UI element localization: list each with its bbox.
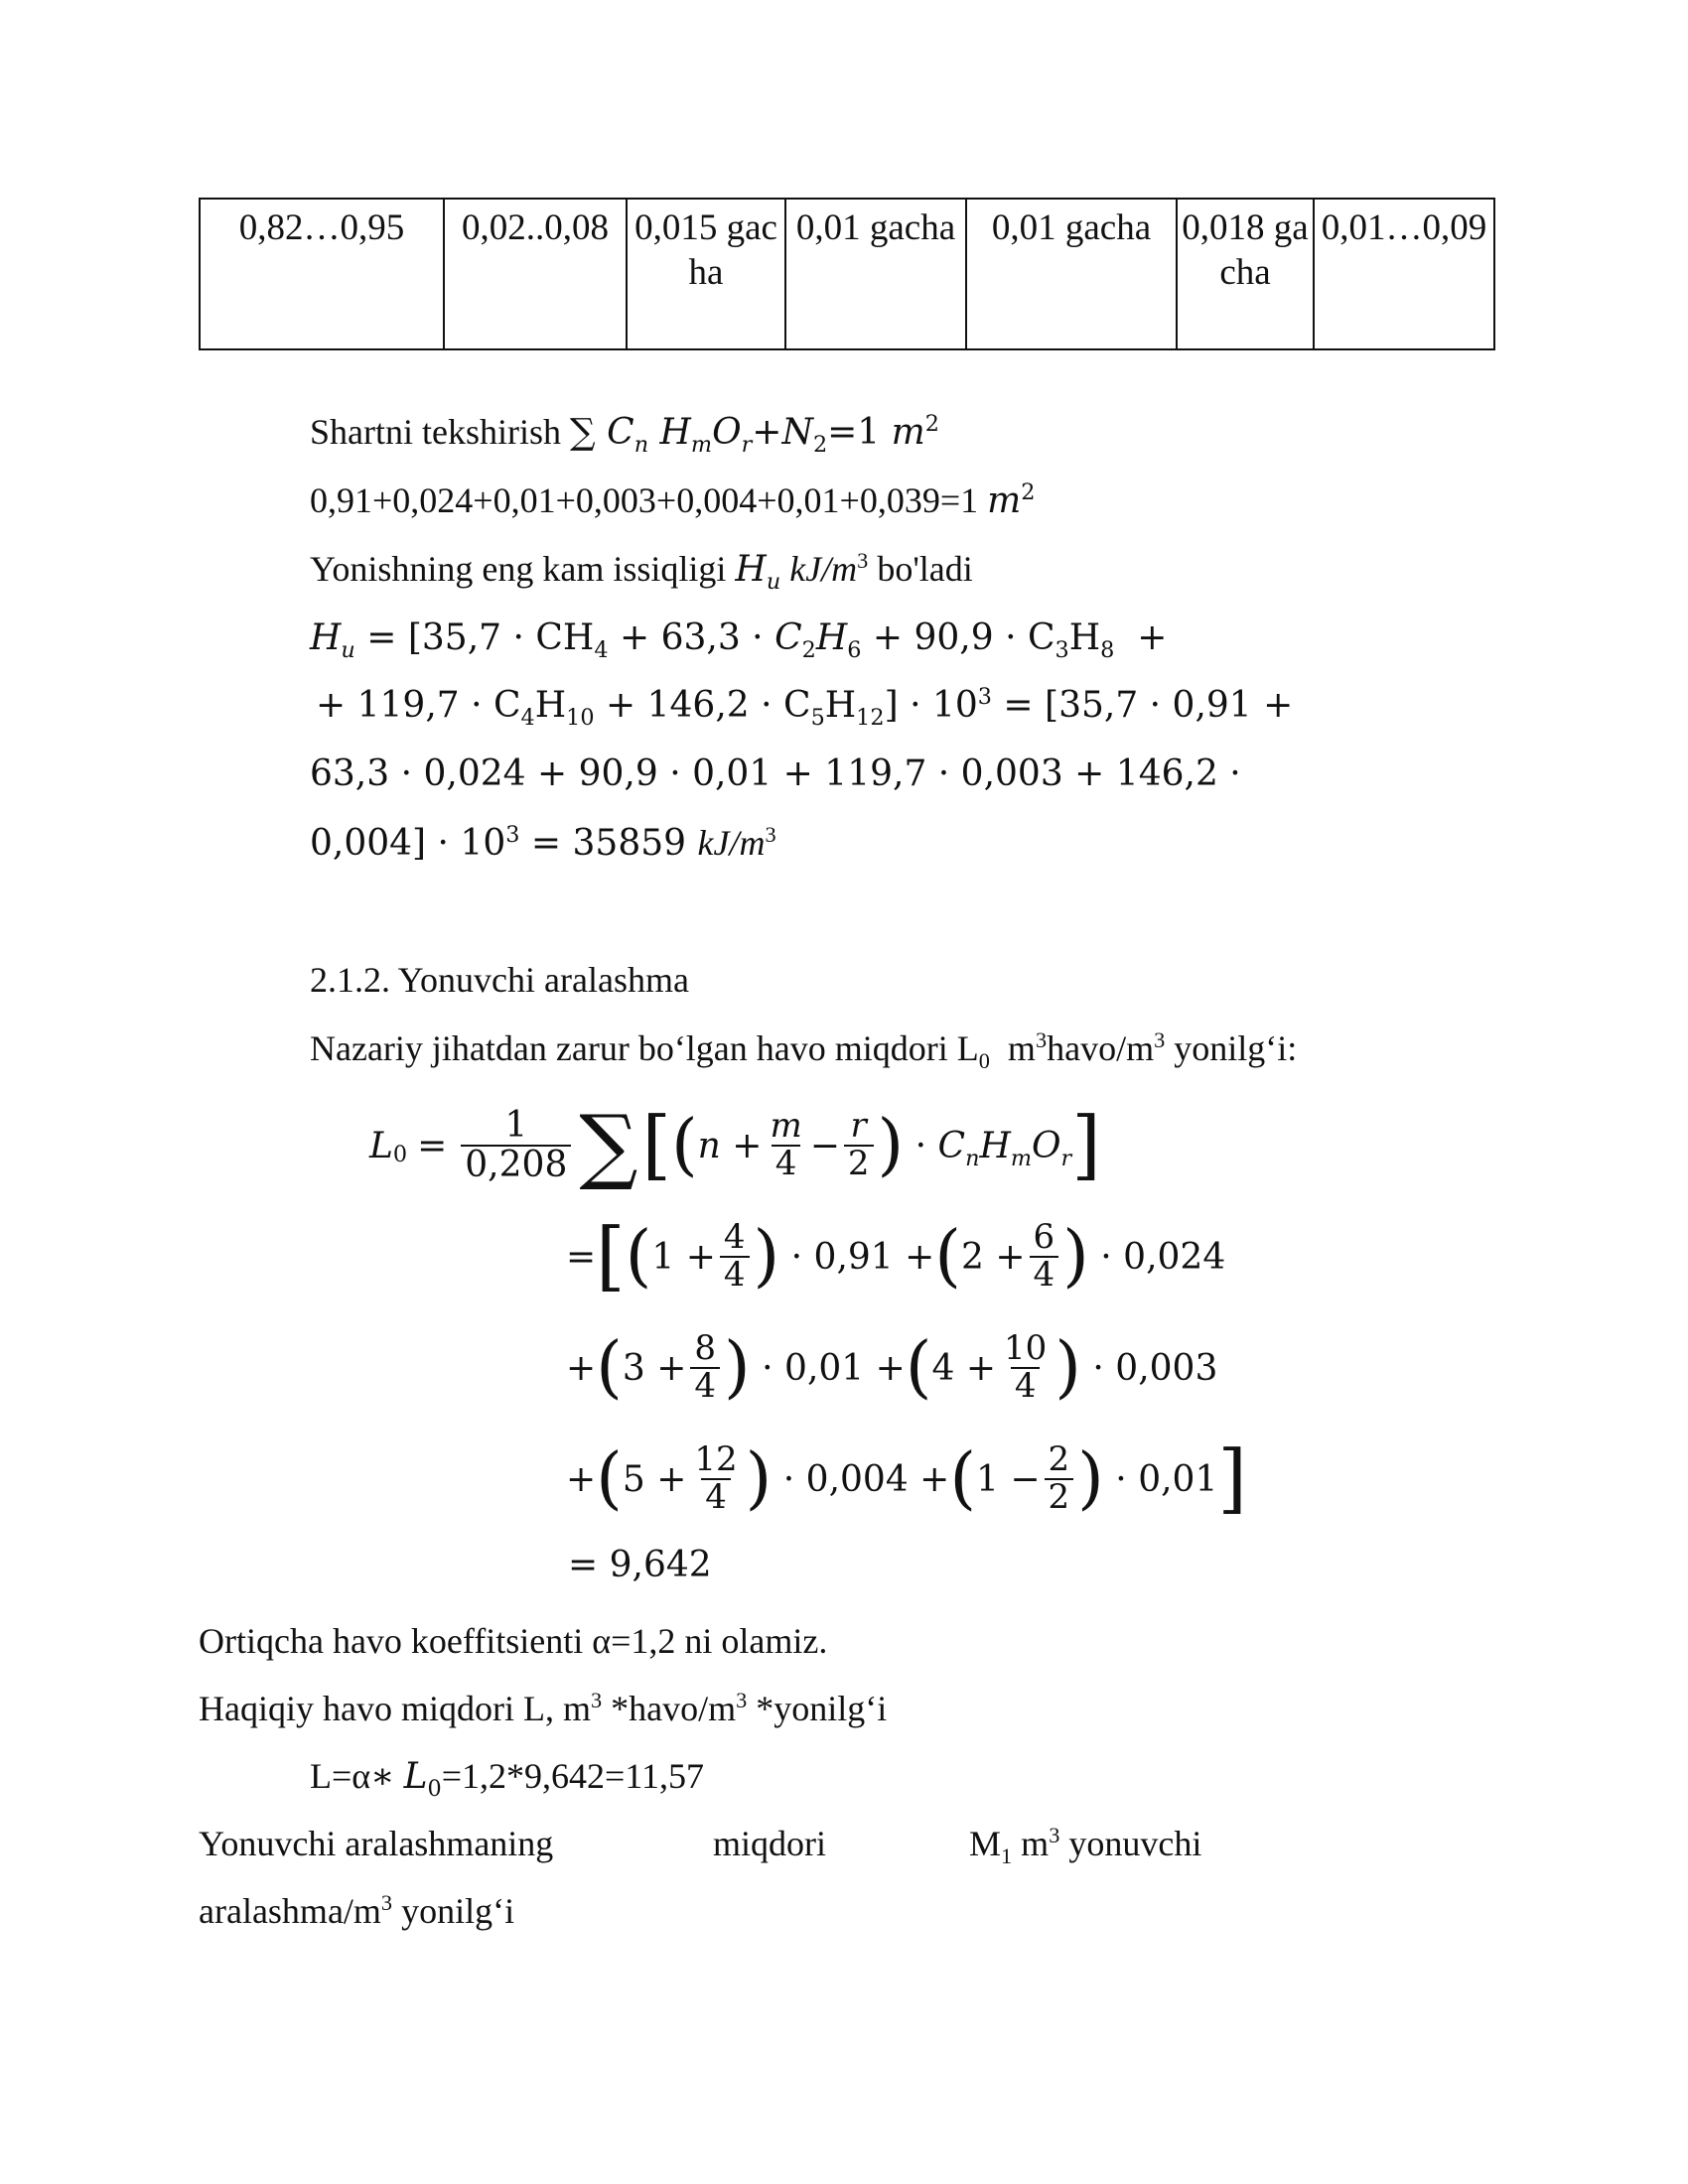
L0-formula: L 0 = $\frac{1}{0,208}$ ∑ [ ( n + $\frac{m}{4}$ − $\frac{r}{2}$ ) · $C_nH_mO_r$ ] [369, 1096, 1101, 1193]
table-cell: 0,015 gacha [627, 199, 785, 349]
theory-air-line: Nazariy jihatdan zarur bo‘lgan havo miqdori $L_0$ $m^3havo/m^3$ yonilg‘i: [310, 1027, 1298, 1074]
heat-formula-line-4: $0,004] \cdot 10^3 = 35859$ $kJ/m^3$ [310, 822, 776, 864]
check-sum-line: 0,91+0,024+0,01+0,003+0,004+0,01+0,039=1 $m^2$ [310, 479, 1036, 521]
table-row [200, 199, 1494, 349]
section-title: 2.1.2. Yonuvchi aralashma [310, 960, 689, 1000]
mix-line-1b: miqdori [713, 1824, 826, 1863]
L0-expansion-line-1: = [ ( 1 + $\frac{4}{4}$ ) · 0,91 + ( 2 + $\frac{6}{4}$ ) · 0,024 [566, 1212, 1226, 1300]
L0-result: = 9,642 [568, 1545, 712, 1585]
composition-table [199, 198, 1495, 350]
table-cell: 0,018 gacha [1177, 199, 1314, 349]
heat-formula-line-1: $H_u = [35,7 \cdot CH_4 + 63,3 \cdot C_2H_6 + 90,9 \cdot C_3H_8$ + [310, 617, 1168, 664]
check-line: Shartni tekshirish ∑ $C_n$ $H_mO_r+N_2=1$ $m^2$ [310, 411, 939, 459]
table-cell: 0,02..0,08 [444, 199, 627, 349]
table-cell: 0,01 gacha [785, 199, 966, 349]
L0-expansion-line-2: + ( 3 + $\frac{8}{4}$ ) · 0,01 + ( 4 + $\frac{10}{4}$ ) · 0,003 [566, 1327, 1218, 1407]
L0-expansion-line-3: + ( 5 + $\frac{12}{4}$ ) · 0,004 + ( 1 − $\frac{2}{2}$ ) · 0,01 ] [566, 1434, 1247, 1523]
table-cell: 0,82…0,95 [200, 199, 444, 349]
heat-intro: Yonishning eng kam issiqligi $H_u$ $kJ/m^3$ bo'ladi [310, 548, 973, 596]
check-sum: 0,91+0,024+0,01+0,003+0,004+0,01+0,039=1 [310, 480, 979, 520]
real-air-line: Haqiqiy havo miqdori L, $m^3$ $*havo/m^3$ *yonilg‘i [199, 1688, 888, 1728]
mix-line-1c: $M_1$ $m^3$ yonuvchi [969, 1823, 1202, 1869]
table-cell: 0,01…0,09 [1314, 199, 1494, 349]
check-label: Shartni tekshirish [310, 412, 561, 452]
excess-air-line: Ortiqcha havo koeffitsienti α=1,2 ni olamiz. [199, 1621, 828, 1661]
mix-line-1a: Yonuvchi aralashmaning [199, 1824, 554, 1863]
heat-formula-line-3: 63,3 · 0,024 + 90,9 · 0,01 + 119,7 · 0,003 + 146,2 · [310, 753, 1241, 794]
heat-formula-line-2: + $119,7 \cdot C_4H_{10} + 146,2 \cdot C_5H_{12}] \cdot 10^3 = [35,7 \cdot 0,91$ + [316, 684, 1294, 732]
table-cell: 0,01 gacha [966, 199, 1177, 349]
L-calculation: L=α∗ $L_0=1,2*9,642=11,57$ [310, 1756, 705, 1803]
mix-line-2: aralashma/$m^3$ yonilg‘i [199, 1890, 515, 1931]
